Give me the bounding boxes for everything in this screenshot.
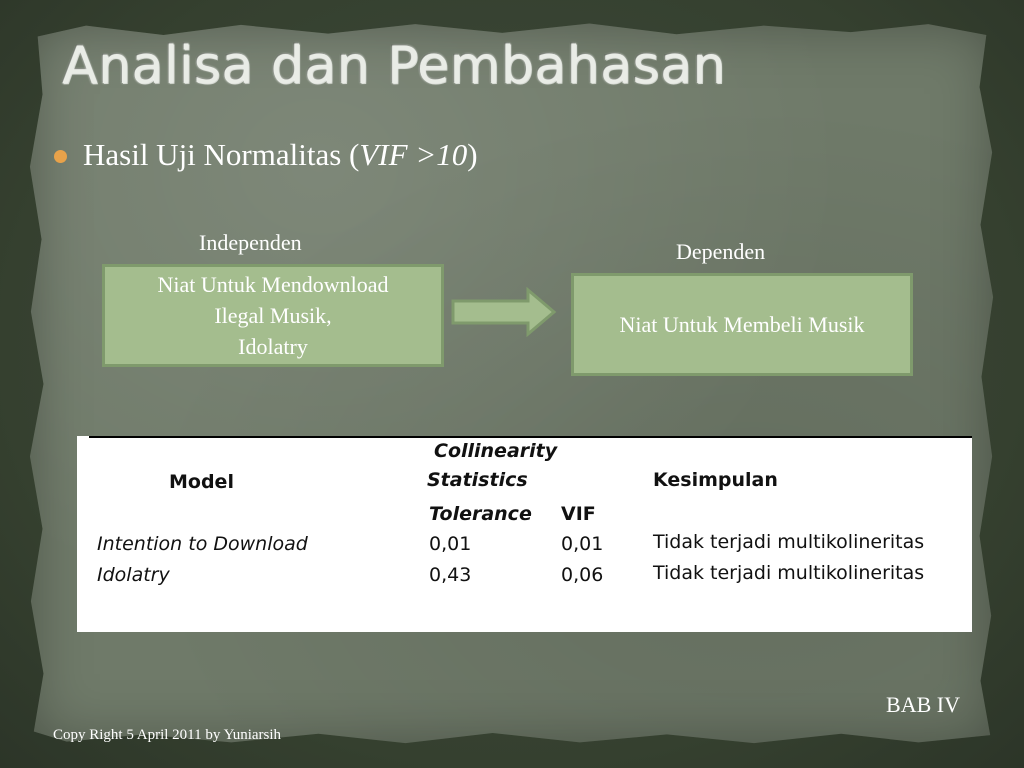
copyright-footer: Copy Right 5 April 2011 by Yuniarsih xyxy=(53,727,282,743)
dependent-label: Dependen xyxy=(676,239,766,264)
bullet-text-suffix: ) xyxy=(467,137,478,172)
independent-box-line-2: Ilegal Musik, xyxy=(214,303,332,328)
independent-box-line-3: Idolatry xyxy=(238,334,308,359)
header-tolerance: Tolerance xyxy=(429,503,532,525)
paper-texture-background xyxy=(28,22,996,746)
table-row-1-model: Intention to Download xyxy=(97,533,308,555)
table-row-1-tolerance: 0,01 xyxy=(429,533,472,555)
chapter-label: BAB IV xyxy=(886,692,960,717)
table-row-2-vif: 0,06 xyxy=(561,564,604,586)
independent-label: Independen xyxy=(199,230,302,255)
slide-title: Analisa dan Pembahasan xyxy=(62,36,726,96)
dependent-box-text: Niat Untuk Membeli Musik xyxy=(619,312,865,337)
table-row-2-kesimpulan: Tidak terjadi multikolineritas xyxy=(653,562,925,584)
bullet-dot-icon xyxy=(54,150,67,163)
table-row-1-kesimpulan: Tidak terjadi multikolineritas xyxy=(653,531,925,553)
dependent-box xyxy=(571,273,913,376)
collinearity-table xyxy=(77,436,972,632)
table-row-2-model: Idolatry xyxy=(97,564,170,586)
bullet-text-prefix: Hasil Uji Normalitas ( xyxy=(83,137,360,172)
header-vif: VIF xyxy=(561,503,596,525)
independent-box xyxy=(102,264,444,367)
independent-box-line-1: Niat Untuk Mendownload xyxy=(157,272,389,297)
right-arrow-icon xyxy=(450,287,558,337)
header-statistics: Statistics xyxy=(427,469,528,491)
bullet-item xyxy=(54,137,478,173)
bullet-text xyxy=(83,137,478,173)
table-top-rule xyxy=(89,436,972,438)
table-row-2-tolerance: 0,43 xyxy=(429,564,472,586)
header-collinearity: Collinearity xyxy=(434,440,558,462)
bullet-text-italic: VIF >10 xyxy=(359,137,468,172)
table-row-1-vif: 0,01 xyxy=(561,533,604,555)
header-model: Model xyxy=(169,471,234,493)
header-kesimpulan: Kesimpulan xyxy=(653,469,778,491)
